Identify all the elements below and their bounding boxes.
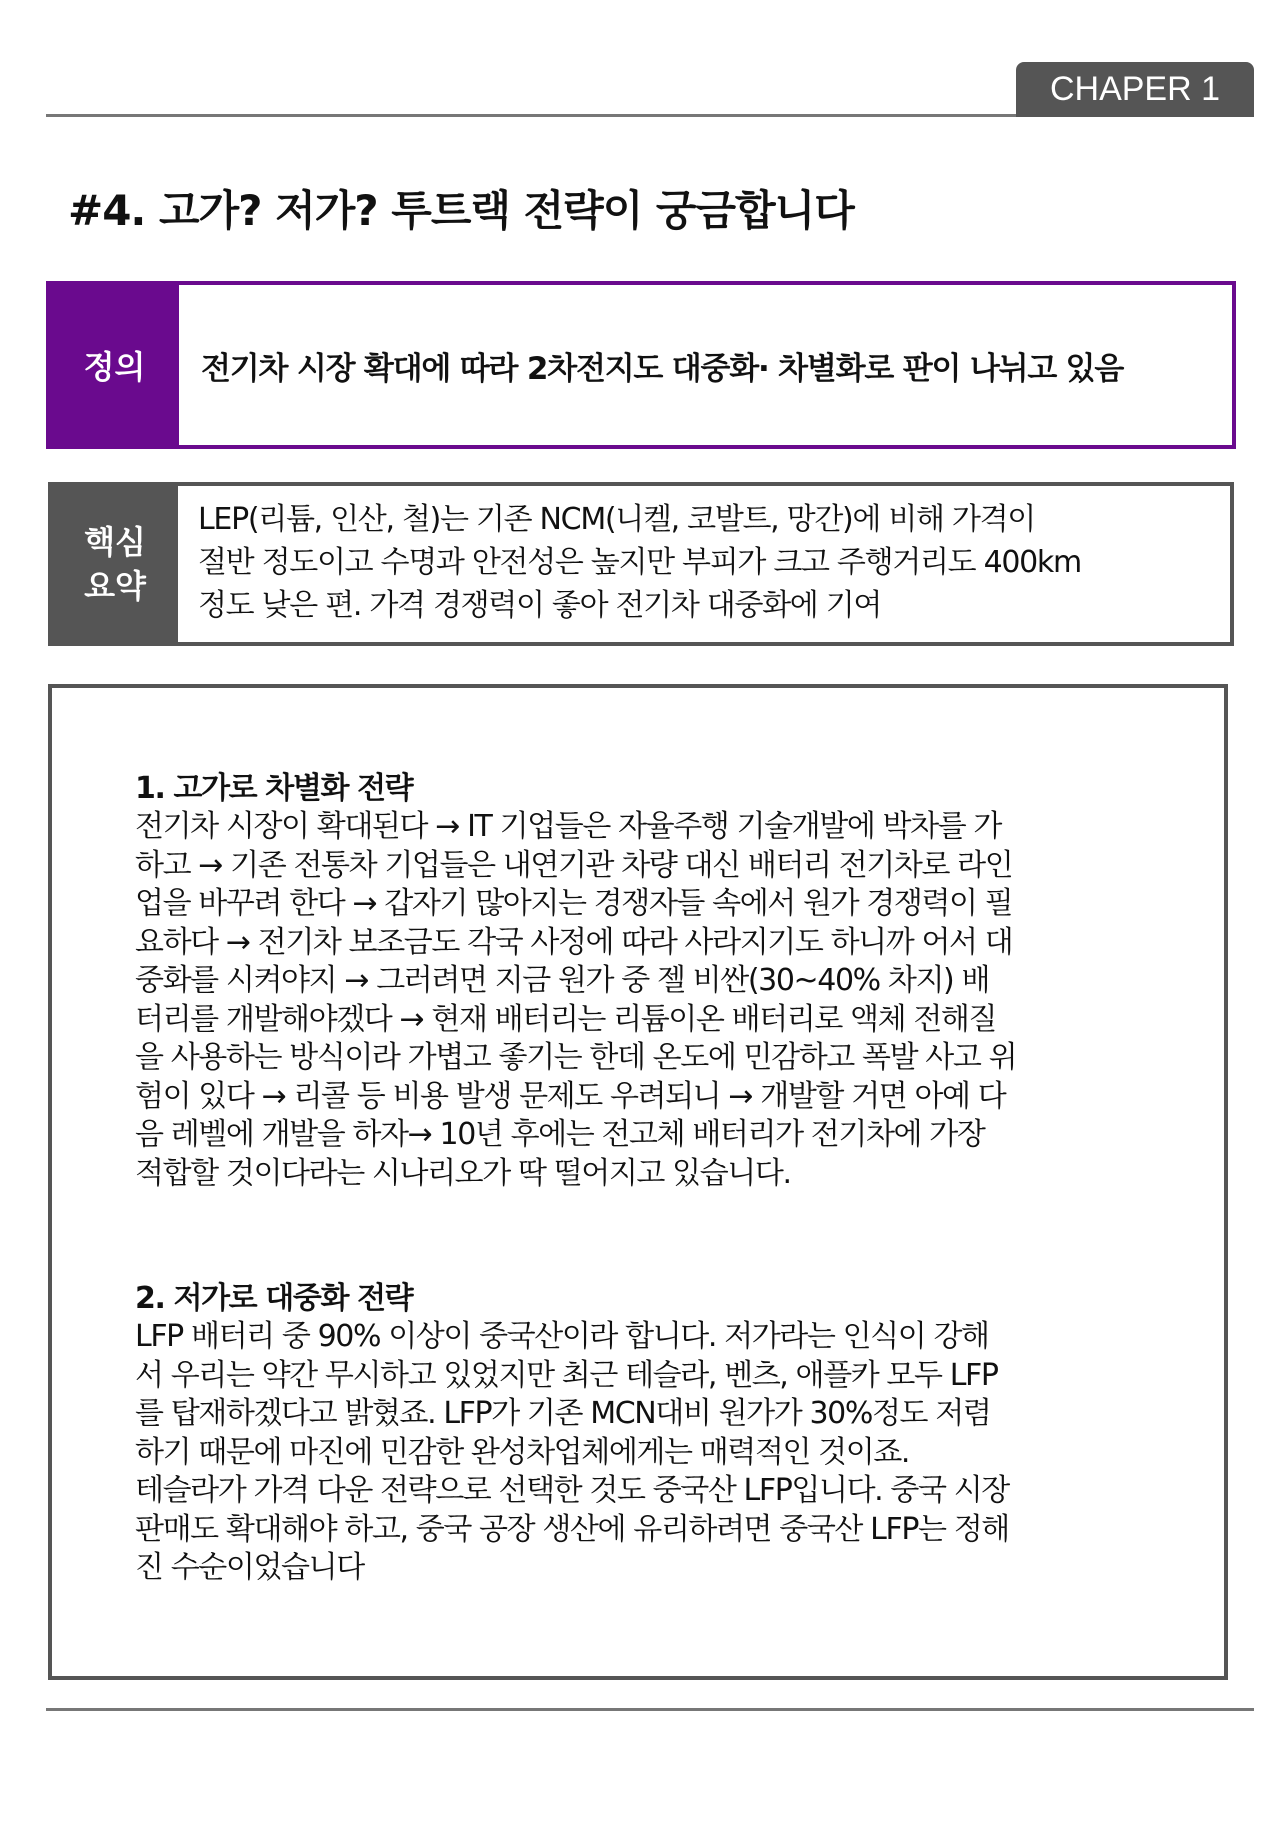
paragraph-line: 요하다 → 전기차 보조금도 각국 사정에 따라 사라지기도 하니까 어서 대 [135, 924, 1013, 960]
summary-text [178, 486, 1230, 642]
page-title: #4. 고가? 저가? 투트랙 전략이 궁금합니다 [68, 186, 854, 235]
paragraph-line: 테슬라가 가격 다운 전략으로 선택한 것도 중국산 LFP입니다. 중국 시장 [135, 1473, 1009, 1508]
paragraph-line: 진 수순이었습니다 [135, 1550, 364, 1585]
paragraph-line: 험이 있다 → 리콜 등 비용 발생 문제도 우려되니 → 개발할 거면 아예 다 [135, 1078, 1006, 1114]
section-premium-strategy [135, 770, 1016, 1193]
paragraph-line: 하고 → 기존 전통차 기업들은 내연기관 차량 대신 배터리 전기차로 라인 [135, 847, 1013, 883]
definition-text: 전기차 시장 확대에 따라 2차전지도 대중화· 차별화로 판이 나뉘고 있음 [201, 350, 1124, 387]
summary-label [52, 486, 178, 642]
paragraph-line: 터리를 개발해야겠다 → 현재 배터리는 리튬이온 배터리로 액체 전해질 [135, 1001, 997, 1037]
section-heading: 2. 저가로 대중화 전략 [135, 1281, 413, 1316]
chapter-tab: CHAPER 1 [1016, 62, 1254, 117]
paragraph-line: 판매도 확대해야 하고, 중국 공장 생산에 유리하려면 중국산 LFP는 정해 [135, 1511, 1009, 1547]
paragraph-line: 전기차 시장이 확대된다 → IT 기업들은 자율주행 기술개발에 박차를 가 [135, 809, 1001, 844]
summary-label-line: 핵심 [84, 523, 146, 561]
paragraph-line: 중화를 시켜야지 → 그러려면 지금 원가 중 젤 비싼(30~40% 차지) 배 [135, 963, 990, 998]
paragraph-line: 음 레벨에 개발을 하자→ 10년 후에는 전고체 배터리가 전기차에 가장 [135, 1117, 985, 1152]
paragraph-line: 하기 때문에 마진에 민감한 완성차업체에게는 매력적인 것이죠. [135, 1434, 910, 1470]
paragraph-line: 서 우리는 약간 무시하고 있었지만 최근 테슬라, 벤츠, 애플카 모두 LFP [135, 1357, 998, 1393]
summary-line: 정도 낮은 편. 가격 경쟁력이 좋아 전기차 대중화에 기여 [198, 588, 882, 623]
summary-line: 절반 정도이고 수명과 안전성은 높지만 부피가 크고 주행거리도 400km [198, 545, 1081, 580]
paragraph-line: 적합할 것이다라는 시나리오가 딱 떨어지고 있습니다. [135, 1155, 791, 1191]
bottom-divider [46, 1708, 1254, 1711]
content-box [48, 684, 1228, 1680]
section-heading: 1. 고가로 차별화 전략 [135, 771, 413, 806]
section-mass-market-strategy [135, 1280, 1009, 1588]
definition-label: 정의 [50, 285, 179, 445]
summary-line: LEP(리튬, 인산, 철)는 기존 NCM(니켈, 코발트, 망간)에 비해 가격이 [198, 502, 1035, 537]
summary-label-line: 요약 [84, 567, 146, 605]
summary-box [48, 482, 1234, 646]
paragraph-line: LFP 배터리 중 90% 이상이 중국산이라 합니다. 저가라는 인식이 강해 [135, 1319, 989, 1354]
paragraph-line: 을 사용하는 방식이라 가볍고 좋기는 한데 온도에 민감하고 폭발 사고 위 [135, 1040, 1017, 1075]
paragraph-line: 를 탑재하겠다고 밝혔죠. LFP가 기존 MCN대비 원가가 30%정도 저렴 [135, 1396, 991, 1431]
paragraph-line: 업을 바꾸려 한다 → 갑자기 많아지는 경쟁자들 속에서 원가 경쟁력이 필 [135, 886, 1013, 921]
definition-box [46, 281, 1236, 449]
